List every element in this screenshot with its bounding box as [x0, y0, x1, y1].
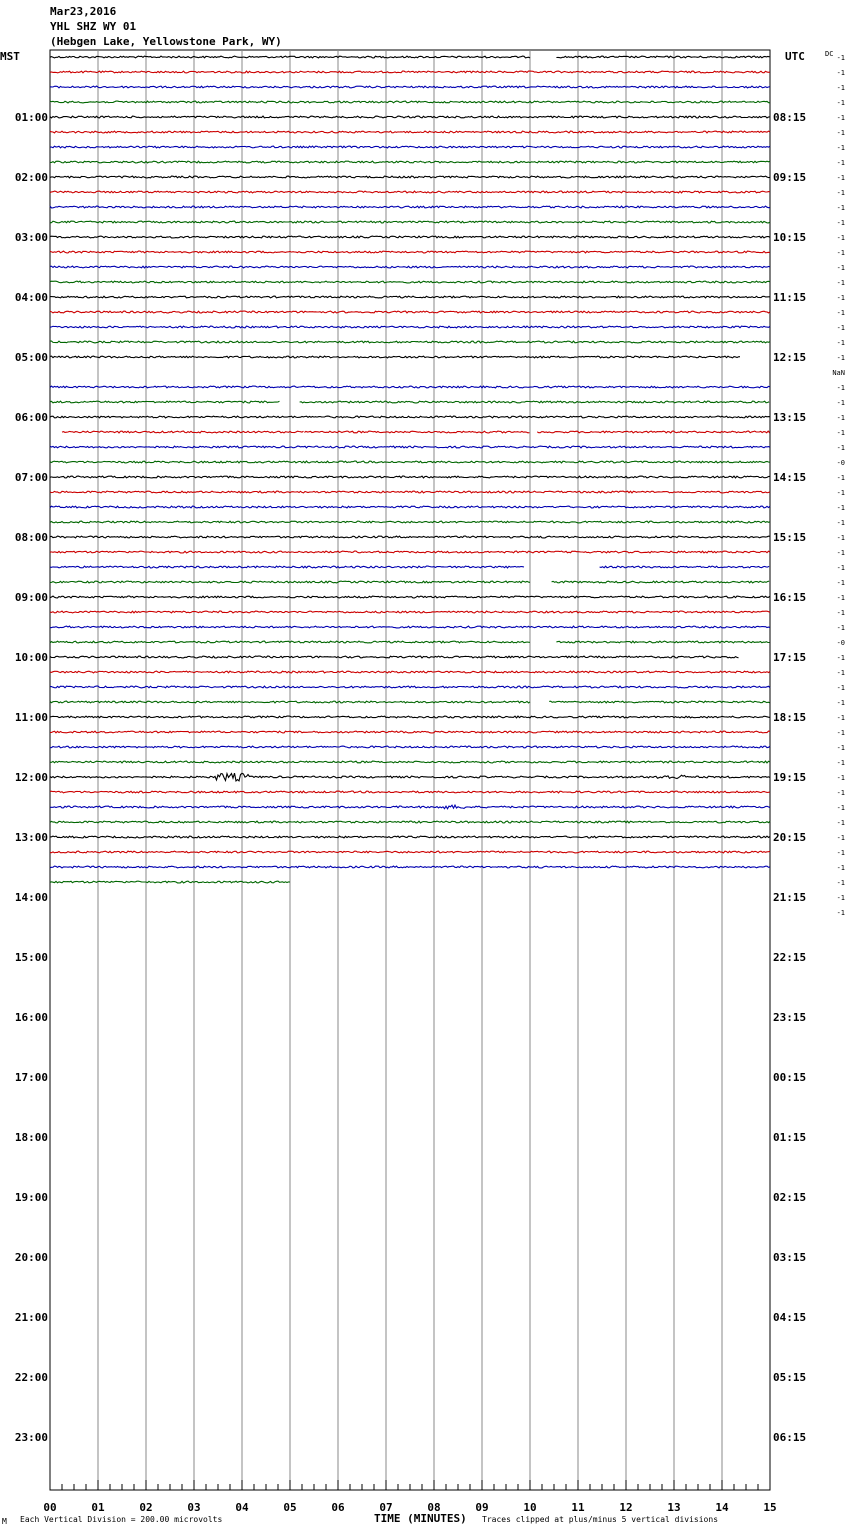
mst-hour-label: 12:00: [14, 771, 48, 784]
dc-offset-value: NaN: [832, 369, 845, 377]
seismic-trace: [50, 161, 770, 163]
dc-offset-value: -1: [836, 849, 845, 857]
seismic-trace: [552, 581, 770, 583]
dc-offset-value: -0: [836, 459, 845, 467]
x-tick-label: 10: [523, 1501, 537, 1514]
mst-hour-label: 10:00: [14, 651, 48, 664]
seismic-trace: [50, 296, 770, 298]
utc-hour-label: 04:15: [773, 1311, 807, 1324]
seismic-trace: [50, 851, 770, 853]
utc-hour-label: 08:15: [773, 111, 807, 124]
x-axis-title: TIME (MINUTES): [374, 1512, 467, 1525]
seismic-trace: [50, 521, 770, 523]
seismic-trace: [50, 356, 740, 358]
seismic-trace: [50, 611, 770, 613]
x-tick-label: 12: [619, 1501, 633, 1514]
seismic-trace: [50, 491, 770, 493]
seismic-trace: [537, 431, 770, 433]
station-location: (Hebgen Lake, Yellowstone Park, WY): [50, 35, 282, 48]
dc-offset-value: -1: [836, 894, 845, 902]
seismic-trace: [300, 401, 769, 403]
dc-offset-value: -1: [836, 414, 845, 422]
dc-offset-value: -1: [836, 594, 845, 602]
dc-offset-value: -1: [836, 204, 845, 212]
seismic-trace: [50, 281, 770, 283]
station-code: YHL SHZ WY 01: [50, 20, 137, 33]
seismic-trace: [556, 56, 769, 58]
dc-offset-value: -1: [836, 249, 845, 257]
right-timezone-label: UTC: [785, 50, 805, 63]
seismic-trace: [50, 671, 770, 673]
left-timezone-label: MST: [0, 50, 20, 63]
seismic-trace: [50, 236, 770, 238]
utc-hour-label: 11:15: [773, 291, 807, 304]
dc-offset-value: -1: [836, 159, 845, 167]
dc-offset-value: -1: [836, 264, 845, 272]
seismic-trace: [50, 116, 770, 118]
seismic-trace: [50, 206, 770, 208]
dc-offset-value: -1: [836, 324, 845, 332]
seismic-trace: [50, 656, 739, 658]
mst-hour-label: 01:00: [14, 111, 48, 124]
mst-hour-label: 05:00: [14, 351, 48, 364]
dc-offset-value: -1: [836, 549, 845, 557]
mst-hour-label: 16:00: [14, 1011, 48, 1024]
seismic-trace: [50, 386, 770, 388]
seismic-trace: [50, 805, 770, 809]
seismic-trace: [50, 416, 770, 418]
x-tick-label: 09: [475, 1501, 489, 1514]
seismic-trace: [50, 251, 770, 253]
dc-offset-value: -1: [836, 399, 845, 407]
seismic-trace: [50, 881, 290, 883]
mst-hour-label: 15:00: [14, 951, 48, 964]
dc-offset-value: -1: [836, 309, 845, 317]
dc-offset-value: -1: [836, 279, 845, 287]
x-tick-label: 08: [427, 1501, 441, 1514]
utc-hour-label: 05:15: [773, 1371, 807, 1384]
x-tick-label: 11: [571, 1501, 585, 1514]
mst-hour-label: 03:00: [14, 231, 48, 244]
dc-offset-value: -1: [836, 729, 845, 737]
dc-offset-value: -1: [836, 684, 845, 692]
x-tick-label: 01: [91, 1501, 105, 1514]
seismic-trace: [50, 686, 770, 688]
utc-hour-label: 21:15: [773, 891, 807, 904]
dc-offset-value: -1: [836, 174, 845, 182]
seismic-trace: [50, 731, 770, 733]
mst-hour-label: 17:00: [14, 1071, 48, 1084]
x-tick-label: 04: [235, 1501, 249, 1514]
seismic-trace: [50, 626, 770, 628]
seismic-trace: [600, 566, 770, 568]
utc-hour-label: 20:15: [773, 831, 807, 844]
seismic-trace: [50, 761, 770, 763]
dc-offset-value: -1: [836, 504, 845, 512]
seismic-trace: [50, 71, 770, 73]
mst-hour-label: 04:00: [14, 291, 48, 304]
dc-offset-value: -1: [836, 444, 845, 452]
x-tick-label: 05: [283, 1501, 297, 1514]
dc-offset-value: -1: [836, 294, 845, 302]
utc-hour-label: 00:15: [773, 1071, 807, 1084]
dc-offset-value: -1: [836, 384, 845, 392]
seismic-trace: [50, 146, 770, 148]
dc-offset-value: -1: [836, 804, 845, 812]
dc-offset-value: -1: [836, 609, 845, 617]
plot-frame: [50, 50, 770, 1490]
seismic-trace: [50, 176, 770, 178]
dc-offset-value: -1: [836, 474, 845, 482]
mst-hour-label: 02:00: [14, 171, 48, 184]
dc-offset-value: -1: [836, 759, 845, 767]
seismic-trace: [50, 716, 770, 718]
utc-hour-label: 23:15: [773, 1011, 807, 1024]
seismic-trace: [50, 101, 770, 103]
mst-hour-label: 08:00: [14, 531, 48, 544]
seismic-trace: [50, 506, 770, 508]
dc-offset-value: -1: [836, 699, 845, 707]
dc-offset-value: -1: [836, 864, 845, 872]
seismic-trace: [50, 596, 770, 598]
dc-offset-value: -1: [836, 114, 845, 122]
utc-hour-label: 14:15: [773, 471, 807, 484]
dc-offset-value: -1: [836, 219, 845, 227]
mst-hour-label: 20:00: [14, 1251, 48, 1264]
x-tick-label: 02: [139, 1501, 153, 1514]
seismic-trace: [50, 266, 770, 268]
dc-offset-value: -1: [836, 519, 845, 527]
seismic-trace: [50, 461, 770, 463]
dc-offset-value: -1: [836, 624, 845, 632]
dc-offset-value: -1: [836, 579, 845, 587]
seismic-trace: [50, 551, 770, 553]
dc-offset-value: -1: [836, 774, 845, 782]
dc-offset-value: -1: [836, 564, 845, 572]
seismic-trace: [50, 191, 770, 193]
x-tick-label: 13: [667, 1501, 681, 1514]
dc-offset-value: -1: [836, 189, 845, 197]
seismic-trace: [50, 476, 770, 478]
dc-offset-value: -1: [836, 879, 845, 887]
seismic-trace: [50, 746, 770, 748]
utc-hour-label: 17:15: [773, 651, 807, 664]
mst-hour-label: 13:00: [14, 831, 48, 844]
plot-date: Mar23,2016: [50, 5, 117, 18]
dc-offset-value: -1: [836, 744, 845, 752]
dc-offset-value: -1: [836, 54, 845, 62]
x-tick-label: 15: [763, 1501, 777, 1514]
mst-hour-label: 18:00: [14, 1131, 48, 1144]
seismic-trace: [50, 866, 770, 868]
mst-hour-label: 14:00: [14, 891, 48, 904]
utc-hour-label: 18:15: [773, 711, 807, 724]
seismic-trace: [50, 131, 770, 133]
seismic-trace: [50, 773, 770, 781]
footer-marker: M: [2, 1517, 7, 1526]
dc-offset-value: -1: [836, 99, 845, 107]
dc-offset-value: -1: [836, 534, 845, 542]
utc-hour-label: 13:15: [773, 411, 807, 424]
dc-offset-value: -1: [836, 654, 845, 662]
x-tick-label: 07: [379, 1501, 393, 1514]
seismic-trace: [50, 836, 770, 838]
mst-hour-label: 19:00: [14, 1191, 48, 1204]
dc-offset-value: -1: [836, 234, 845, 242]
seismic-trace: [556, 641, 769, 643]
dc-offset-value: -1: [836, 69, 845, 77]
utc-hour-label: 15:15: [773, 531, 807, 544]
mst-hour-label: 22:00: [14, 1371, 48, 1384]
dc-offset-value: -1: [836, 429, 845, 437]
mst-hour-label: 09:00: [14, 591, 48, 604]
seismic-trace: [304, 431, 529, 433]
dc-offset-value: -1: [836, 789, 845, 797]
x-tick-label: 14: [715, 1501, 729, 1514]
seismic-trace: [549, 701, 770, 703]
mst-hour-label: 11:00: [14, 711, 48, 724]
dc-header: DC: [825, 50, 834, 58]
mst-hour-label: 21:00: [14, 1311, 48, 1324]
x-tick-label: 03: [187, 1501, 201, 1514]
seismic-trace: [50, 341, 770, 343]
utc-hour-label: 01:15: [773, 1131, 807, 1144]
mst-hour-label: 06:00: [14, 411, 48, 424]
dc-offset-value: -0: [836, 639, 845, 647]
x-tick-label: 00: [43, 1501, 57, 1514]
scale-note: Each Vertical Division = 200.00 microvolts: [20, 1515, 223, 1524]
dc-offset-value: -1: [836, 354, 845, 362]
mst-hour-label: 07:00: [14, 471, 48, 484]
clip-note: Traces clipped at plus/minus 5 vertical divisions: [482, 1515, 719, 1524]
dc-offset-value: -1: [836, 819, 845, 827]
dc-offset-value: -1: [836, 834, 845, 842]
utc-hour-label: 12:15: [773, 351, 807, 364]
utc-hour-label: 03:15: [773, 1251, 807, 1264]
utc-hour-label: 16:15: [773, 591, 807, 604]
seismic-trace: [50, 566, 524, 568]
mst-hour-label: 23:00: [14, 1431, 48, 1444]
seismic-trace: [50, 536, 770, 538]
utc-hour-label: 10:15: [773, 231, 807, 244]
seismic-trace: [50, 311, 770, 313]
utc-hour-label: 02:15: [773, 1191, 807, 1204]
dc-offset-value: -1: [836, 144, 845, 152]
dc-offset-value: -1: [836, 339, 845, 347]
dc-offset-value: -1: [836, 909, 845, 917]
dc-offset-value: -1: [836, 129, 845, 137]
dc-offset-value: -1: [836, 669, 845, 677]
utc-hour-label: 09:15: [773, 171, 807, 184]
seismic-trace: [50, 326, 770, 328]
dc-offset-value: -1: [836, 714, 845, 722]
seismic-trace: [50, 446, 770, 448]
seismic-trace: [50, 401, 280, 403]
utc-hour-label: 19:15: [773, 771, 807, 784]
seismic-trace: [50, 821, 770, 823]
dc-offset-value: -1: [836, 489, 845, 497]
seismic-trace: [50, 791, 770, 793]
utc-hour-label: 22:15: [773, 951, 807, 964]
dc-offset-value: -1: [836, 84, 845, 92]
seismic-trace: [50, 221, 770, 223]
x-tick-label: 06: [331, 1501, 345, 1514]
seismic-trace: [50, 86, 770, 88]
utc-hour-label: 06:15: [773, 1431, 807, 1444]
